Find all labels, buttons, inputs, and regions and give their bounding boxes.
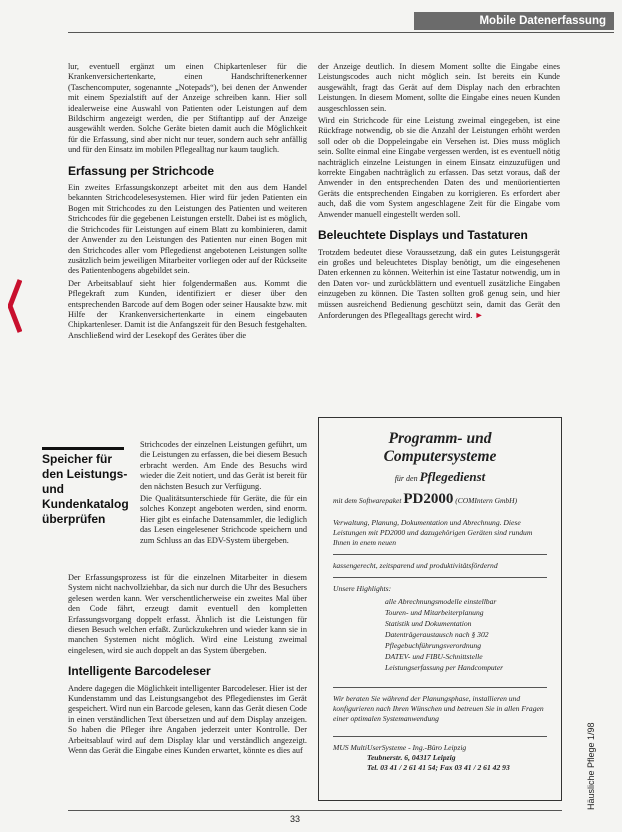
ad-highlights-list: [385, 597, 547, 673]
ad-subtitle-main: Pflegedienst: [419, 469, 486, 484]
ad-divider: [333, 554, 547, 555]
advertisement-box: [318, 417, 562, 801]
end-mark-icon: ►: [474, 309, 484, 320]
ad-product-prefix: mit dem Softwarepaket: [333, 496, 402, 505]
displays-text: Trotzdem bedeutet diese Voraussetzung, daß ein gutes Leistungsgerät ein großes und beleuchtetes Display benötigt, um die eingesehenen Daten erkennen zu können. Weiterhin ist eine Tastatur notwendig, um in den Daten vor- und zurückblättern und eventuell zusätzliche Eingaben einzugeben zu können. Die Tasten sollten groß genug sein, und hier müssen ausreichend Bedienung geschützt sein, damit das Gerät den Anforderungen des Pflegealltags gerecht wird.: [318, 247, 560, 320]
ad-highlight-item: Touren- und Mitarbeiterplanung: [385, 608, 484, 617]
chevron-left-marker-icon: [8, 278, 22, 334]
heading-barcode: Erfassung per Strichcode: [68, 163, 215, 178]
sidebar-rule: [42, 447, 124, 450]
ad-claim: kassengerecht, zeitsparend und produktivitätsfördernd: [333, 561, 498, 570]
displays-paragraph: [318, 248, 560, 322]
barcode-paragraph-1: Ein zweites Erfassungskonzept arbeitet mit den aus dem Handel bekannten Strichcodelesesystemen. Hier wird für jeden Patienten ein Bogen mit Strichcodes zu den Leistungen des Patienten und weiteren Strichcodes für die gegebenen Leistungen erstellt. Dabei ist es möglich, die Strichcodes für Leistungen auf einem Blatt zu kombinieren, damit der Anwender zu den Leistungen des Patienten nur einen Bogen mit den Strichcodes aller vom Pflegedienst angebotenen Leistungen sollte zusätzlich beim jeweiligen Mitarbeiter vorliegen oder auf der Rückseite des Patientenbogens abgebildet sein.: [68, 183, 307, 276]
ad-highlight-item: DATEV- und FIBU-Schnittstelle: [385, 652, 483, 661]
section-header: Mobile Datenerfassung: [414, 12, 614, 30]
ad-product-line: [333, 491, 547, 507]
ad-highlight-item: Datenträgeraustausch nach § 302: [385, 630, 489, 639]
continuation-paragraph: Der Erfassungsprozess ist für die einzelnen Mitarbeiter in diesem System nicht nachvollziehbar, da sich nur durch die Uhr des Besuchers gelesen werden kann. Wer verschentlicherweise ein zweites Mal über den Code fährt, erzeugt damit eventuell den kompletten Erfassungsvorgang doppelt erfasst. Ähnlich ist die Leistungen für diesen Besuch welchen erfaßt. Zurückzukehren und wieder kann sie in manchen Systemen nicht möglich. Wird eine Leistung zweimal eingelesen, wird sie auch doppelt an das System übergeben.: [68, 573, 307, 655]
heading-intelligent-barcode: Intelligente Barcodeleser: [68, 664, 211, 679]
ad-divider: [333, 687, 547, 688]
ad-divider: [333, 577, 547, 578]
ad-highlights-label: Unsere Highlights:: [333, 584, 392, 593]
ad-highlight-item: alle Abrechnungsmodelle einstellbar: [385, 597, 497, 606]
left-column: [68, 62, 307, 343]
footer-rule: [68, 810, 562, 811]
page-number: 33: [290, 814, 301, 824]
left-continuation: [68, 573, 307, 757]
indented-text: [140, 440, 307, 546]
right-column: [318, 62, 560, 323]
right-paragraph-2: Wird ein Strichcode für eine Leistung zweimal eingegeben, ist eine Rückfrage notwendig, ob sie die Anzahl der Leistungen erhöht werden soll oder ob die Doppeleingabe ein Versehen ist. Dies muss möglich sein. Sollte einmal eine Eingabe vergessen werden, ist es eventuell nötig nachträglich einzelne Leistungen in einem Einsatz einzuzufügen und korrekte Eingaben nachträglich zu erfassen. Das setzt voraus, daß der Anwender in den entsprechenden Daten des und menüorientierten Geräts die entsprechenden Eingaben zu korrigieren. Es erfordert aber auch, daß die vom System angeschlagene Zeit für die Eingabe vom Anwender manuell eingestellt werden soll.: [318, 116, 560, 219]
indented-paragraph-1: Strichcodes der einzelnen Leistungen geführt, um die Leistungen zu erfassen, die bei diesem Besuch erbracht werden. Am Ende des Besuchs wird wieder die Zeit notiert, und das Gerät ist bereit für den nächsten Besuch zur Verfügung.: [140, 440, 307, 491]
sidebar-heading: Speicher für den Leistungs- und Kundenkatalog überprüfen: [42, 452, 129, 526]
ad-company: MUS MultiUserSysteme - Ing.-Büro Leipzig: [333, 743, 467, 752]
ad-street: Teubnerstr. 6, 04317 Leipzig: [367, 753, 456, 762]
barcode-paragraph-2: Der Arbeitsablauf sieht hier folgendermaßen aus. Kommt die Pflegekraft zum Kunden, identifiziert er dieser über den entsprechenden Barcode auf dem Bogen oder seiner Hausakte bzw. mit Hilfe der Krankenversichertenkarte in einem eingebauten Chipkartenleser. Damit ist die Anfangszeit für den Besuch festgehalten. Anschließend wird der Lesekopf des Gerätes über die: [68, 278, 307, 340]
ad-offer: Wir beraten Sie während der Planungsphase, installieren und konfigurieren nach Ihren Wünschen und betreuen Sie in allen Fragen einer optimalen Systemanwendung: [333, 694, 544, 723]
ad-subtitle: [333, 469, 547, 484]
ad-highlight-item: Pflegebuchführungsverordnung: [385, 641, 482, 650]
ad-subtitle-prefix: für den: [394, 474, 418, 483]
right-intro: der Anzeige deutlich. In diesem Moment sollte die Eingabe eines Leistungscodes auch nicht möglich sein. Ist bereits ein Kunde ausgewählt, fragt das Gerät auf dem Display nach den erbrachten Leistungen. In diesem Moment, sollte die Eingabe eines neuen Kunden ausgeschlossen sein.: [318, 62, 560, 113]
source-text: Häusliche Pflege 1/98: [586, 722, 596, 810]
intelligent-barcode-paragraph: Andere dagegen die Möglichkeit intelligenter Barcodeleser. Hier ist der Kundenstamm und das Leistungsangebot des Pflegedienstes im Gerät gespeichert. Wird nun ein Barcode gelesen, kann das Gerät diesen Code in einen verständlichen Text übersetzen und auf dem Display anzeigen. So haben die Pfleger ihre Angaben jederzeit unter Kontrolle. Der Arbeitsablauf wird auf dem Display klar und verständlich angezeigt. Wenn das Gerät die Eingabe eines Kunden erwartet, könnte es dies auf: [68, 683, 307, 756]
ad-divider: [333, 736, 547, 737]
ad-title: Programm- und Computersysteme: [383, 430, 497, 465]
ad-product-name: PD2000: [403, 491, 454, 507]
ad-product-suffix: (COMIntern GmbH): [455, 496, 518, 505]
vertical-source-label: [586, 720, 600, 810]
heading-displays: Beleuchtete Displays und Tastaturen: [318, 228, 528, 243]
ad-phone: Tel. 03 41 / 2 61 41 54; Fax 03 41 / 2 61 42 93: [367, 763, 510, 772]
ad-highlight-item: Statistik und Dokumentation: [385, 619, 472, 628]
header-rule: [68, 32, 614, 33]
indented-paragraph-2: Die Qualitätsunterschiede für Geräte, die für ein solches Konzept angeboten werden, sind enorm. Hier gibt es einfache Datensammler, die lediglich das Lesen eingelesener Strichcode speichern und zum Schluss an das EDV-System übergeben.: [140, 494, 307, 545]
ad-highlight-item: Leistungserfassung per Handcomputer: [385, 663, 504, 672]
left-intro: lur, eventuell ergänzt um einen Chipkartenleser für die Krankenversichertenkarte, einen Handschriftenerkenner (Taschencomputer, sogenannte „Notepads“), bei denen der Anwender mit einem Spezialstift auf der Anzeige schreiben kann. Hier soll idealerweise eine Auswahl von Patienten oder Leistungen auf dem Bildschirm angezeigt werden, die per Stiftantipp auf der Anzeige ausgewählt werden. Solche Geräte bieten damit auch die Möglichkeit für die Erfassung, sind aber nicht nur teuer, sondern auch sehr anfällig und für den Einsatz im mobilen Pflegealltag nur kaum tauglich.: [68, 62, 307, 155]
ad-features: Verwaltung, Planung, Dokumentation und Abrechnung. Diese Leistungen mit PD2000 und dazugehörigen Geräten sind rundum Ihnen in enem neuen: [333, 518, 533, 547]
